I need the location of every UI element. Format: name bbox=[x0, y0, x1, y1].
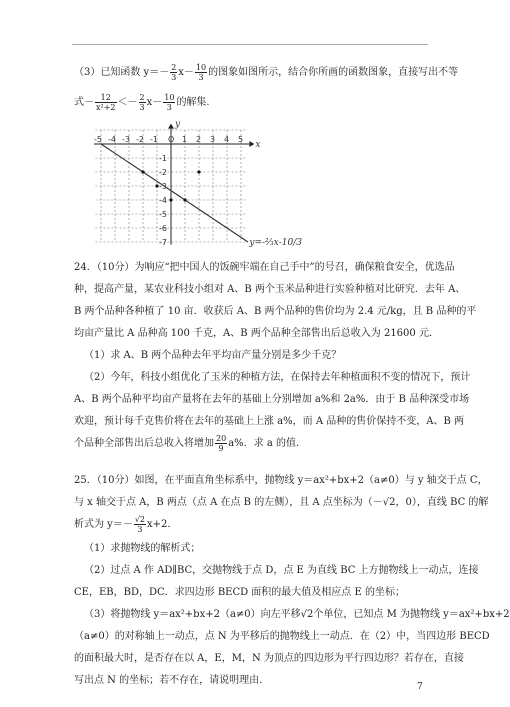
fraction: $\frac{20}{9}$ bbox=[216, 434, 227, 453]
q24-subquestion-1: （1）求 A、B 两个品种去年平均亩产量分别是多少千克？ bbox=[84, 350, 342, 361]
q25-line: 的面积最大时，是否存在以 A，E，M，N 为顶点的四边形为平行四边形？若存在，直接 bbox=[74, 653, 464, 664]
y-tick-label: -5 bbox=[159, 210, 167, 219]
q25-line: 25．（10分）如图，在平面直角坐标系中，抛物线 y＝ax²+bx+2（a≠0）与 y 轴交于点 C， bbox=[74, 475, 488, 486]
y-tick-label: -7 bbox=[159, 238, 167, 247]
function-line bbox=[101, 144, 248, 242]
y-axis-arrow bbox=[168, 124, 174, 129]
x-tick-label: -1 bbox=[150, 135, 158, 144]
q25-line: 写出点 N 的坐标；若不存在，请说明理由． bbox=[74, 675, 270, 686]
q24-line: 个品种全部售出后总收入将增加 $\frac{20}{9}$ a%．求 a 的值． bbox=[74, 434, 306, 453]
q25-line: （a≠0）的对称轴上一动点，点 N 为平移后的抛物线上一动点．在（2）中，当四边形 BECD bbox=[74, 631, 490, 642]
fraction: $\frac{2}{3}$ bbox=[171, 63, 177, 82]
fraction: $\frac{√2}{3}$ bbox=[134, 515, 146, 534]
q24-subquestion-2: （2）今年，科技小组优化了玉米的种植方法，在保持去年种植面积不变的情况下，预计 bbox=[84, 372, 471, 383]
x-axis-label: x bbox=[255, 140, 261, 150]
x-tick-label: 2 bbox=[196, 135, 202, 144]
q25-subquestion-1: （1）求抛物线的解析式； bbox=[84, 543, 201, 554]
function-label: y=-⅔x-10/3 bbox=[249, 238, 302, 248]
y-tick-label: -1 bbox=[159, 154, 167, 163]
page-number: 7 bbox=[417, 682, 423, 692]
plotted-point bbox=[169, 198, 172, 201]
plotted-point bbox=[183, 198, 186, 201]
q24-line: 种，提高产量，某农业科技小组对 A、B 两个玉米品种进行实验种植对比研究．去年 A、 bbox=[74, 284, 466, 295]
y-tick-label: -6 bbox=[159, 224, 167, 233]
fraction: $\frac{2}{3}$ bbox=[139, 93, 145, 112]
x-tick-label: O bbox=[168, 135, 175, 144]
x-tick-label: 1 bbox=[182, 135, 188, 144]
x-tick-label: 3 bbox=[210, 135, 216, 144]
part3-line1: （3）已知函数 y＝－ $\frac{2}{3}$ x－ $\frac{10}{3}$ 的图象如图所示，结合你所画的函数图象，直接写出不等 bbox=[74, 63, 459, 82]
q24-line: 欢迎，预计每千克售价将在去年的基础上上涨 a%，而 A 品种的售价保持不变，A、B 两 bbox=[74, 416, 464, 427]
y-axis-label: y bbox=[175, 119, 181, 130]
x-axis-arrow bbox=[249, 141, 254, 147]
plotted-point bbox=[197, 170, 200, 173]
plotted-point bbox=[155, 184, 158, 187]
x-tick-label: -2 bbox=[136, 135, 144, 144]
x-tick-label: -3 bbox=[122, 135, 130, 144]
q25-line: 与 x 轴交于点 A，B 两点（点 A 在点 B 的左侧），且 A 点坐标为（－√2，0），直线 BC 的解 bbox=[74, 497, 489, 508]
q25-subquestion-2: （2）过点 A 作 AD∥BC，交抛物线于点 D，点 E 为直线 BC 上方抛物线上一动点，连接 bbox=[84, 565, 479, 576]
fraction: $\frac{10}{3}$ bbox=[195, 63, 207, 82]
fraction: $\frac{10}{3}$ bbox=[164, 93, 175, 112]
q24-line: A、B 两个品种平均亩产量将在去年的基础上分别增加 a%和 2a%．由于 B 品种深受市场 bbox=[74, 394, 470, 405]
q25-line: 析式为 y＝－ $\frac{√2}{3}$ x+2． bbox=[74, 515, 178, 534]
q24-line: 均亩产量比 A 品种高 100 千克，A、B 两个品种全部售出后总收入为 21600 元． bbox=[74, 328, 439, 339]
fraction: $\frac{12}{\text{x²+2}}$ bbox=[96, 93, 116, 112]
y-tick-label: -4 bbox=[159, 196, 167, 205]
plotted-point bbox=[141, 170, 144, 173]
x-tick-label: 4 bbox=[224, 135, 230, 144]
x-tick-label: -5 bbox=[94, 135, 102, 144]
y-tick-label: -3 bbox=[159, 182, 167, 191]
q25-subquestion-3: （3）将抛物线 y＝ax²+bx+2（a≠0）向左平移√2个单位，已知点 M 为抛物线 y＝ax²+bx+2 bbox=[84, 609, 510, 620]
header-rule bbox=[72, 44, 428, 45]
part3-line2: 式－ $\frac{12}{\text{x²+2}}$ ＜－ $\frac{2}{3}$ x－ $\frac{10}{3}$ 的解集. bbox=[74, 93, 210, 112]
q25-line: CE，EB，BD，DC．求四边形 BECD 面积的最大值及相应点 E 的坐标； bbox=[74, 587, 405, 598]
x-tick-label: 5 bbox=[238, 135, 244, 144]
x-tick-label: -4 bbox=[108, 135, 116, 144]
y-tick-label: -2 bbox=[159, 168, 167, 177]
function-graph bbox=[94, 119, 336, 250]
q24-line: 24．（10分）为响应“把中国人的饭碗牢端在自己手中”的号召，确保粮食安全，优选品 bbox=[74, 262, 455, 273]
q24-line: B 两个品种各种植了 10 亩．收获后 A、B 两个品种的售价均为 2.4 元/kg，且 B 品种的平 bbox=[74, 306, 477, 317]
